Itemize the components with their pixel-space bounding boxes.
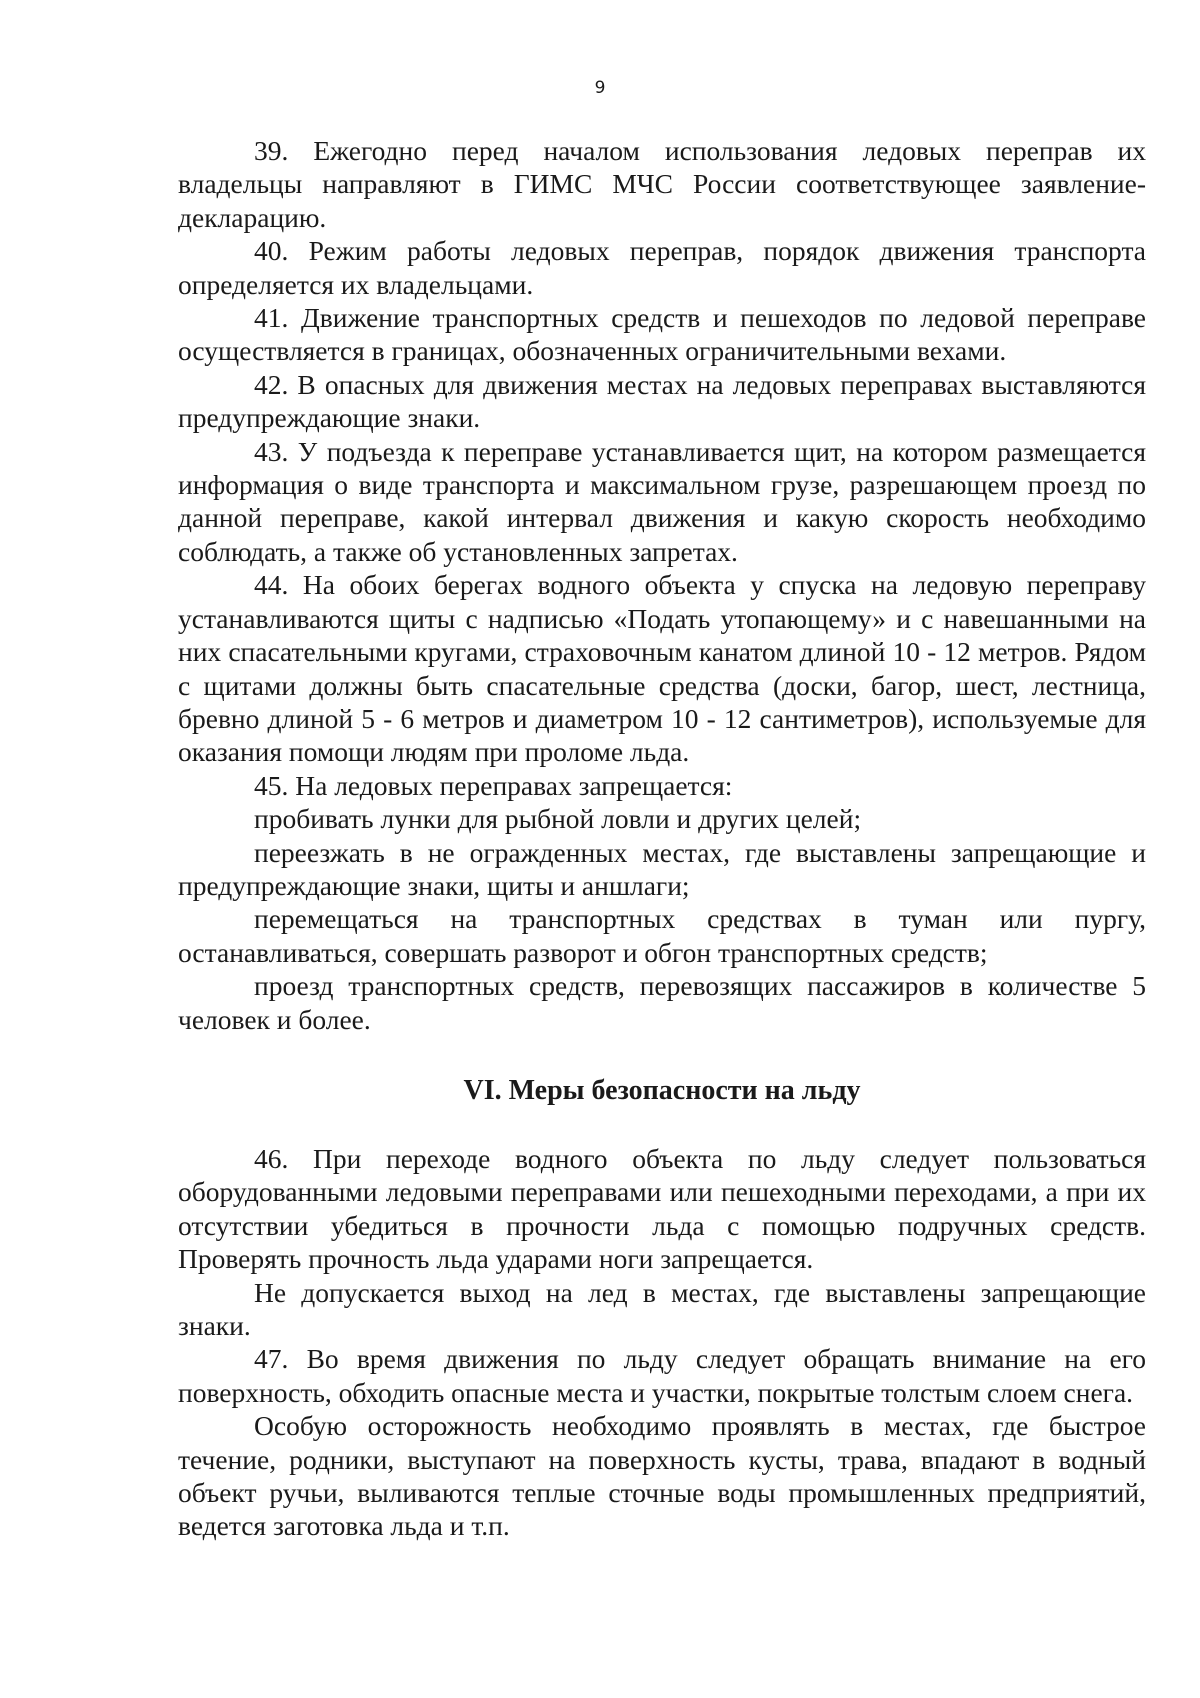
paragraph-43: 43. У подъезда к переправе устанавливается щит, на котором размещается информация о виде транспорта и максимальном грузе, разрешающем проезд по данной переправе, какой интервал движения и какую скорость необходимо соблюдать, а также об установленных запретах. (178, 435, 1146, 567)
paragraph-42: 42. В опасных для движения местах на ледовых переправах выставляются предупреждающие знаки. (178, 368, 1146, 434)
paragraph-40: 40. Режим работы ледовых переправ, порядок движения транспорта определяется их владельцами. (178, 235, 1146, 300)
prohibition-item: проезд транспортных средств, перевозящих пассажиров в количестве 5 человек и более. (178, 970, 1146, 1035)
prohibition-item: перемещаться на транспортных средствах в туман или пургу, останавливаться, совершать разворот и обгон транспортных средств; (178, 903, 1146, 968)
prohibition-item: переезжать в не огражденных местах, где выставлены запрещающие и предупреждающие знаки, щиты и аншлаги; (178, 836, 1146, 901)
paragraph-47: 47. Во время движения по льду следует обращать внимание на его поверхность, обходить опасные места и участки, покрытые толстым слоем снега. (178, 1343, 1146, 1408)
paragraph-39: 39. Ежегодно перед началом использования ледовых переправ их владельцы направляют в ГИМС МЧС России соответствующее заявление-декларацию. (178, 135, 1146, 233)
document-body (178, 134, 1146, 1543)
page-number: 9 (594, 78, 606, 98)
paragraph-46-continuation: Не допускается выход на лед в местах, где выставлены запрещающие знаки. (178, 1276, 1146, 1341)
section-heading: VI. Меры безопасности на льду (463, 1074, 861, 1106)
prohibition-item: пробивать лунки для рыбной ловли и других целей; (254, 803, 862, 835)
paragraph-41: 41. Движение транспортных средств и пешеходов по ледовой переправе осуществляется в границах, обозначенных ограничительными вехами. (178, 302, 1146, 367)
paragraph-47-continuation: Особую осторожность необходимо проявлять в местах, где быстрое течение, родники, выступают на поверхность кусты, трава, впадают в водный объект ручьи, выливаются теплые сточные воды промышленных предприятий, ведется заготовка льда и т.п. (178, 1410, 1146, 1542)
paragraph-45: 45. На ледовых переправах запрещается: (254, 769, 733, 801)
paragraph-46: 46. При переходе водного объекта по льду следует пользоваться оборудованными ледовыми переправами или пешеходными переходами, а при их отсутствии убедиться в прочности льда с помощью подручных средств. Проверять прочность льда ударами ноги запрещается. (178, 1142, 1146, 1275)
paragraph-44: 44. На обоих берегах водного объекта у спуска на ледовую переправу устанавливаются щиты с надписью «Подать утопающему» и с навешанными на них спасательными кругами, страховочным канатом длиной 10 - 12 метров. Рядом с щитами должны быть спасательные средства (доски, багор, шест, лестница, бревно длиной 5 - 6 метров и диаметром 10 - 12 сантиметров), используемые для оказания помощи людям при проломе льда. (178, 569, 1146, 768)
